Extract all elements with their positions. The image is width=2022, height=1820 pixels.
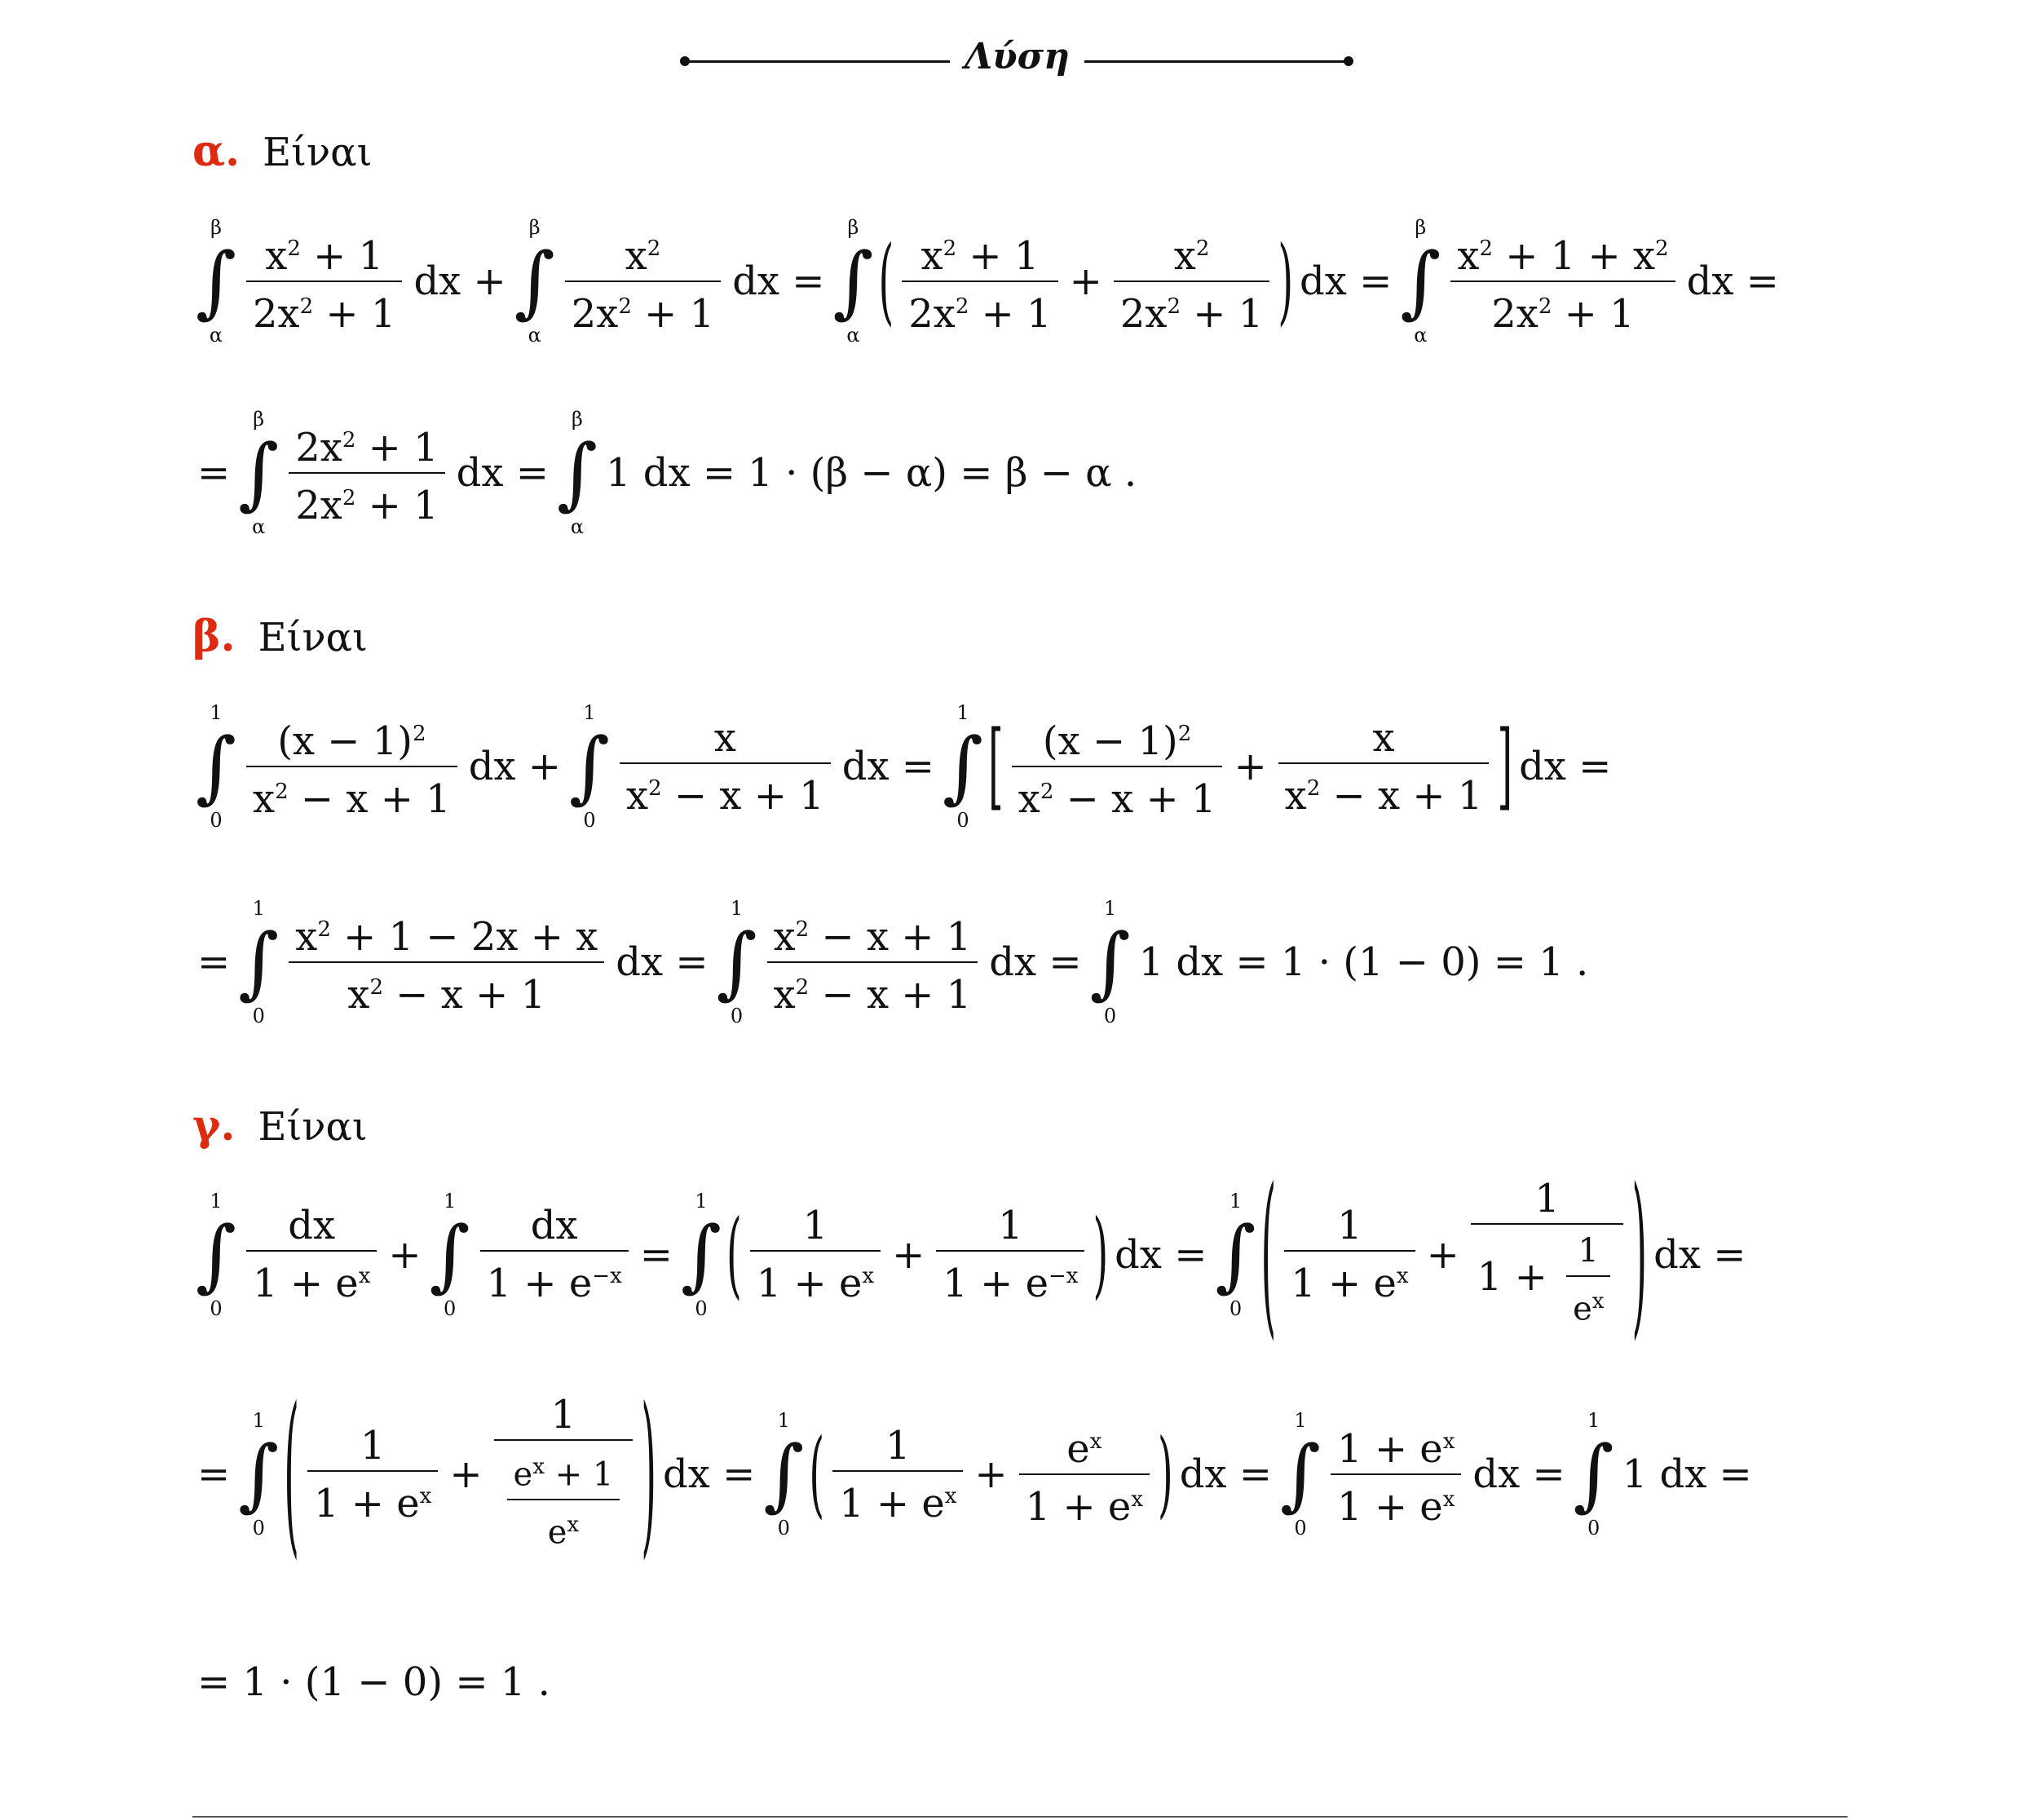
equation-gamma-final (192, 1659, 555, 1705)
equation-alpha-line2: = β ∫ α $\frac{2x^2 + 1}{2x^2 + 1}$ dx = β ∫ α 1 dx = 1 · (β − α) = β − α . (197, 408, 1137, 538)
part-intro: Είναι (258, 615, 368, 660)
part-label: γ. (192, 1101, 236, 1151)
part-label: β. (192, 612, 236, 661)
header-dot-right (1344, 56, 1353, 66)
equation-gamma-line1: 1 ∫ 0 $\frac{dx}{1 + e^x}$ + 1 ∫ 0 $\frac{dx}{1 + e^{-x}}$ = 1 ∫ 0 ( $\frac{1}{1 + e^x}$ + $\frac{1}{1 + e^{-x}}$ ) dx = 1 ∫ 0 ( $\frac{1}{1 + e^x}$ + 1 1 + $\frac{1}{e^x}$ ) dx = (196, 1151, 1746, 1358)
header-title: Λύση (964, 36, 1071, 77)
footer-rule (192, 1816, 1848, 1818)
equation-beta-line1: 1 ∫ 0 $\frac{(x - 1)^2}{x^2 - x + 1}$ dx + 1 ∫ 0 $\frac{x}{x^2 - x + 1}$ dx = 1 ∫ 0 [ $\frac{(x - 1)^2}{x^2 - x + 1}$ + $\frac{x}{x^2 - x + 1}$ ] dx = (196, 701, 1612, 832)
equation-beta-line2: = 1 ∫ 0 $\frac{x^2 + 1 - 2x + x}{x^2 - x + 1}$ dx = 1 ∫ 0 $\frac{x^2 - x + 1}{x^2 - x + 1}$ dx = 1 ∫ 0 1 dx = 1 · (1 − 0) = 1 . (197, 897, 1589, 1027)
final-result: = 1 · (1 − 0) = 1 . (197, 1659, 550, 1705)
part-alpha-heading (192, 126, 372, 176)
part-label: α. (192, 126, 241, 176)
solution-header (0, 36, 2022, 85)
header-rule-left (685, 60, 950, 63)
equation-alpha-line1: β ∫ α $\frac{x^2 + 1}{2x^2 + 1}$ dx + β ∫ α $\frac{x^2}{2x^2 + 1}$ dx = β ∫ α ( $\frac{x^2 + 1}{2x^2 + 1}$ + $\frac{x^2}{2x^2 + 1}$ ) dx = β ∫ α $\frac{x^2 + 1 + x^2}{2x^2 + 1}$ dx = (196, 216, 1779, 347)
part-beta-heading (192, 612, 368, 661)
part-intro: Είναι (258, 1104, 368, 1150)
part-gamma-heading (192, 1101, 368, 1151)
part-intro: Είναι (263, 130, 373, 175)
header-rule-right (1084, 60, 1349, 63)
equation-gamma-line2: = 1 ∫ 0 ( $\frac{1}{1 + e^x}$ + $\frac{1}{\frac{e^x + 1}{e^x}}$ ) dx = 1 ∫ 0 ( $\frac{1}{1 + e^x}$ + $\frac{e^x}{1 + e^x}$ ) dx = 1 ∫ 0 $\frac{1 + e^x}{1 + e^x}$ dx = 1 ∫ 0 1 dx = (197, 1372, 1752, 1578)
